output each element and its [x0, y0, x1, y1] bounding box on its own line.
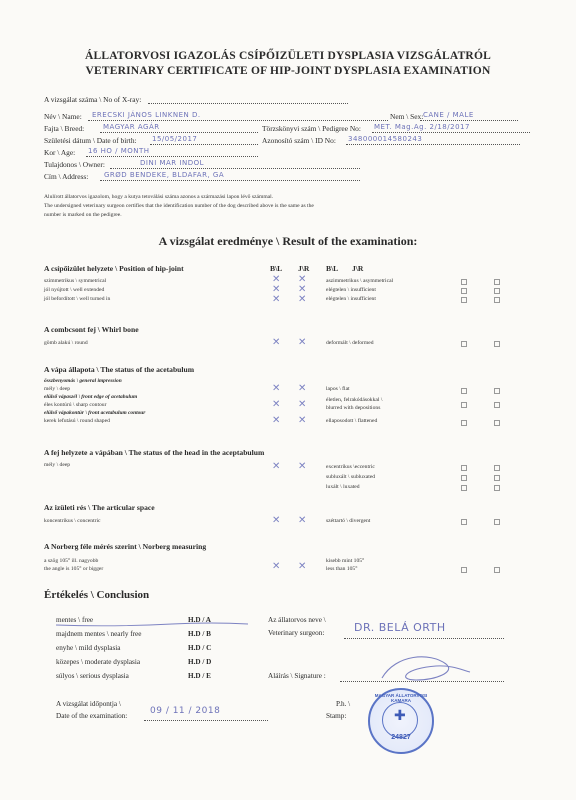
acetabulum-alt3: ellaposodott \ flattened	[326, 418, 378, 424]
sex-value: CANE / MALE	[423, 111, 474, 119]
mark-deep-right: ✕	[298, 383, 307, 394]
checkbox-blurred-left[interactable]	[461, 402, 467, 408]
position-alt-3: elégtelen \ insufficient	[326, 296, 376, 302]
conclusion-item-2-label: majdnem mentes \ nearly free	[56, 630, 142, 638]
result-title: A vizsgálat eredménye \ Result of the examination:	[158, 234, 418, 248]
name-line	[88, 120, 388, 121]
head-row-1: mély \ deep	[44, 462, 71, 468]
position-alt-2: elégtelen \ insufficient	[326, 287, 376, 293]
head-title: A fej helyzete a vápában \ The status of the head in the aceptabulum	[44, 448, 265, 457]
mark-turned-in-right: ✕	[298, 294, 307, 305]
vet-label-line2: Veterinary surgeon:	[268, 629, 325, 637]
pedigree-value: MET. Mag.Ag. 2/18/2017	[374, 123, 470, 131]
owner-line	[110, 168, 360, 169]
norberg-title: A Norberg féle mérés szerint \ Norberg measuring	[44, 542, 207, 551]
vet-label-line1: Az állatorvos neve \	[268, 616, 326, 624]
checkbox-blurred-right[interactable]	[494, 402, 500, 408]
official-stamp	[368, 688, 434, 754]
col-header-jr-2: J\R	[352, 264, 364, 273]
statement-hungarian: Alulírott állatorvos igazolom, hogy a kutya tetoválási száma azonos a származási lapon lévő számmal.	[44, 194, 274, 200]
name-label: Név \ Name:	[44, 112, 82, 121]
checkbox-insuff1-left[interactable]	[461, 288, 467, 294]
acetabulum-alt2a: életlen, felrakódásokkal \	[326, 397, 383, 403]
mark-round-right: ✕	[298, 337, 307, 348]
checkbox-eccentric-right[interactable]	[494, 465, 500, 471]
acetabulum-sub1: összbenyomás \ general impression	[44, 378, 122, 384]
checkbox-insuff2-left[interactable]	[461, 297, 467, 303]
dob-line	[150, 144, 258, 145]
stamp-ring-text: MAGYAR ÁLLATORVOSI KAMARA	[374, 693, 428, 703]
id-label: Azonosító szám \ ID No:	[262, 136, 336, 145]
exam-date-label-line1: A vizsgálat időpontja \	[56, 700, 121, 708]
checkbox-divergent-right[interactable]	[494, 519, 500, 525]
acetabulum-title: A vápa állapota \ The status of the acetabulum	[44, 365, 195, 374]
checkbox-flattened-left[interactable]	[461, 420, 467, 426]
conclusion-item-3-label: enyhe \ mild dysplasia	[56, 644, 121, 652]
mark-sharp-left: ✕	[272, 399, 281, 410]
mark-round-left: ✕	[272, 337, 281, 348]
head-alt-2: subluxált \ subluxated	[326, 474, 376, 480]
age-line	[86, 156, 258, 157]
breed-label: Fajta \ Breed:	[44, 124, 85, 133]
checkbox-asym-left[interactable]	[461, 279, 467, 285]
norberg-row1: a szög 105° ill. nagyobb	[44, 558, 99, 564]
checkbox-asym-right[interactable]	[494, 279, 500, 285]
id-line	[346, 144, 520, 145]
xray-number-line	[148, 103, 348, 104]
owner-label: Tulajdonos \ Owner:	[44, 160, 105, 169]
acetabulum-sub2: elülső vápaszél \ front edge of acetabulum	[44, 394, 138, 400]
vet-line	[344, 638, 504, 639]
space-alt-1: széttartó \ divergent	[326, 518, 371, 524]
sex-line	[420, 120, 518, 121]
mark-turned-in-left: ✕	[272, 294, 281, 305]
position-row-1: szimmetrikus \ symmetrical	[44, 278, 107, 284]
whirl-title: A combcsont fej \ Whirl bone	[44, 325, 139, 334]
pedigree-label: Törzskönyvi szám \ Pedigree No:	[262, 124, 361, 133]
signature-label: Aláírás \ Signature :	[268, 672, 326, 680]
checkbox-subluxated-right[interactable]	[494, 475, 500, 481]
title-english: VETERINARY CERTIFICATE OF HIP-JOINT DYSPLASIA EXAMINATION	[85, 65, 491, 77]
mark-deep-left: ✕	[272, 383, 281, 394]
conclusion-title: Értékelés \ Conclusion	[44, 589, 150, 601]
checkbox-flattened-right[interactable]	[494, 420, 500, 426]
checkbox-less105-right[interactable]	[494, 567, 500, 573]
mark-head-deep-left: ✕	[272, 461, 281, 472]
mark-round-shaped-right: ✕	[298, 415, 307, 426]
acetabulum-row1: mély \ deep	[44, 386, 71, 392]
head-alt-3: luxált \ luxated	[326, 484, 360, 490]
checkbox-divergent-left[interactable]	[461, 519, 467, 525]
position-alt-1: aszimmetrikus \ asymmetrical	[326, 278, 394, 284]
norberg-alt1: kisebb mint 105°	[326, 558, 365, 564]
conclusion-item-1-grade: H.D / A	[188, 616, 211, 624]
col-header-bl-1: B\L	[270, 264, 283, 273]
signature-scribble	[376, 650, 476, 690]
sex-label: Nem \ Sex:	[390, 112, 424, 121]
pedigree-line	[372, 132, 530, 133]
title-hungarian: ÁLLATORVOSI IGAZOLÁS CSÍPŐIZÜLETI DYSPLASIA VIZSGÁLATRÓL	[85, 50, 491, 62]
head-alt-1: excentrikus \eccentric	[326, 464, 375, 470]
acetabulum-alt2b: blurred with depositions	[326, 405, 381, 411]
exam-date-line	[144, 720, 268, 721]
breed-value: MAGYAR AGÁR	[103, 123, 160, 131]
conclusion-item-3-grade: H.D / C	[188, 644, 212, 652]
checkbox-luxated-left[interactable]	[461, 485, 467, 491]
conclusion-item-1-label: mentes \ free	[56, 616, 94, 624]
space-title: Az izületi rés \ The articular space	[44, 503, 155, 512]
mark-sharp-right: ✕	[298, 399, 307, 410]
col-header-bl-2: B\L	[326, 264, 339, 273]
conclusion-item-4-label: közepes \ moderate dysplasia	[56, 658, 141, 666]
checkbox-flat-right[interactable]	[494, 388, 500, 394]
name-value: ERECSKI JÁNOS LINKNEN D.	[92, 111, 201, 119]
checkbox-eccentric-left[interactable]	[461, 465, 467, 471]
mark-symmetrical-right: ✕	[298, 274, 307, 285]
stamp-number: 24827	[391, 734, 411, 741]
grade-a-mark	[52, 612, 252, 628]
exam-date-value: 09 / 11 / 2018	[150, 706, 221, 716]
mark-round-shaped-left: ✕	[272, 415, 281, 426]
conclusion-item-5-label: súlyos \ serious dysplasia	[56, 672, 129, 680]
address-line	[100, 180, 360, 181]
acetabulum-row3: kerek lefutású \ round shaped	[44, 418, 110, 424]
mark-extended-right: ✕	[298, 284, 307, 295]
checkbox-flat-left[interactable]	[461, 388, 467, 394]
xray-number-label: A vizsgálat száma \ No of X-ray:	[44, 95, 142, 104]
mark-concentric-left: ✕	[272, 515, 281, 526]
norberg-row2: the angle is 105° or bigger	[44, 566, 104, 572]
stamp-cross-icon: ✚	[394, 708, 406, 724]
checkbox-deformed-right[interactable]	[494, 341, 500, 347]
age-label: Kor \ Age:	[44, 148, 76, 157]
checkbox-insuff2-right[interactable]	[494, 297, 500, 303]
col-header-jr-1: J\R	[298, 264, 310, 273]
mark-norberg-left: ✕	[272, 561, 281, 572]
conclusion-item-2-grade: H.D / B	[188, 630, 211, 638]
address-label: Cím \ Address:	[44, 172, 89, 181]
mark-extended-left: ✕	[272, 284, 281, 295]
checkbox-less105-left[interactable]	[461, 567, 467, 573]
exam-date-label-line2: Date of the examination:	[56, 712, 128, 720]
ph-label: P.h. \	[336, 700, 351, 708]
checkbox-deformed-left[interactable]	[461, 341, 467, 347]
age-value: 16 HO / MONTH	[88, 147, 150, 155]
space-row-1: koncentrikus \ concentric	[44, 518, 101, 524]
whirl-alt-1: deformált \ deformed	[326, 340, 374, 346]
position-row-3: jól befordított \ well turned in	[44, 296, 111, 302]
checkbox-insuff1-right[interactable]	[494, 288, 500, 294]
mark-symmetrical-left: ✕	[272, 274, 281, 285]
statement-english-line2: number is marked on the pedigree.	[44, 212, 122, 218]
mark-norberg-right: ✕	[298, 561, 307, 572]
acetabulum-alt1: lapos \ flat	[326, 386, 350, 392]
dob-value: 15/05/2017	[152, 135, 198, 143]
norberg-alt2: less than 105°	[326, 566, 358, 572]
mark-head-deep-right: ✕	[298, 461, 307, 472]
statement-english-line1: The undersigned veterinary surgeon certifies that the identification number of the dog described above is the same as the	[44, 203, 314, 209]
mark-concentric-right: ✕	[298, 515, 307, 526]
address-value: GRØD BENDEKE, BLDAFAR, GA	[104, 171, 225, 179]
acetabulum-row2: éles kontúrú \ sharp contour	[44, 402, 107, 408]
checkbox-luxated-right[interactable]	[494, 485, 500, 491]
position-title: A csípőizület helyzete \ Position of hip-joint	[44, 264, 184, 273]
stamp-label: Stamp:	[326, 712, 347, 720]
id-value: 348000014580243	[348, 135, 423, 143]
position-row-2: jól nyújtott \ well extended	[44, 287, 105, 293]
whirl-row-1: gömb alakú \ round	[44, 340, 88, 346]
dob-label: Születési dátum \ Date of birth:	[44, 136, 137, 145]
breed-line	[100, 132, 258, 133]
conclusion-item-5-grade: H.D / E	[188, 672, 211, 680]
conclusion-item-4-grade: H.D / D	[188, 658, 212, 666]
owner-value: DINI MAR INDOL	[140, 159, 204, 167]
vet-name-value: DR. BELÁ ORTH	[354, 621, 446, 634]
acetabulum-sub3: elülső vápakontúr \ front acetabulum contour	[44, 410, 146, 416]
checkbox-subluxated-left[interactable]	[461, 475, 467, 481]
